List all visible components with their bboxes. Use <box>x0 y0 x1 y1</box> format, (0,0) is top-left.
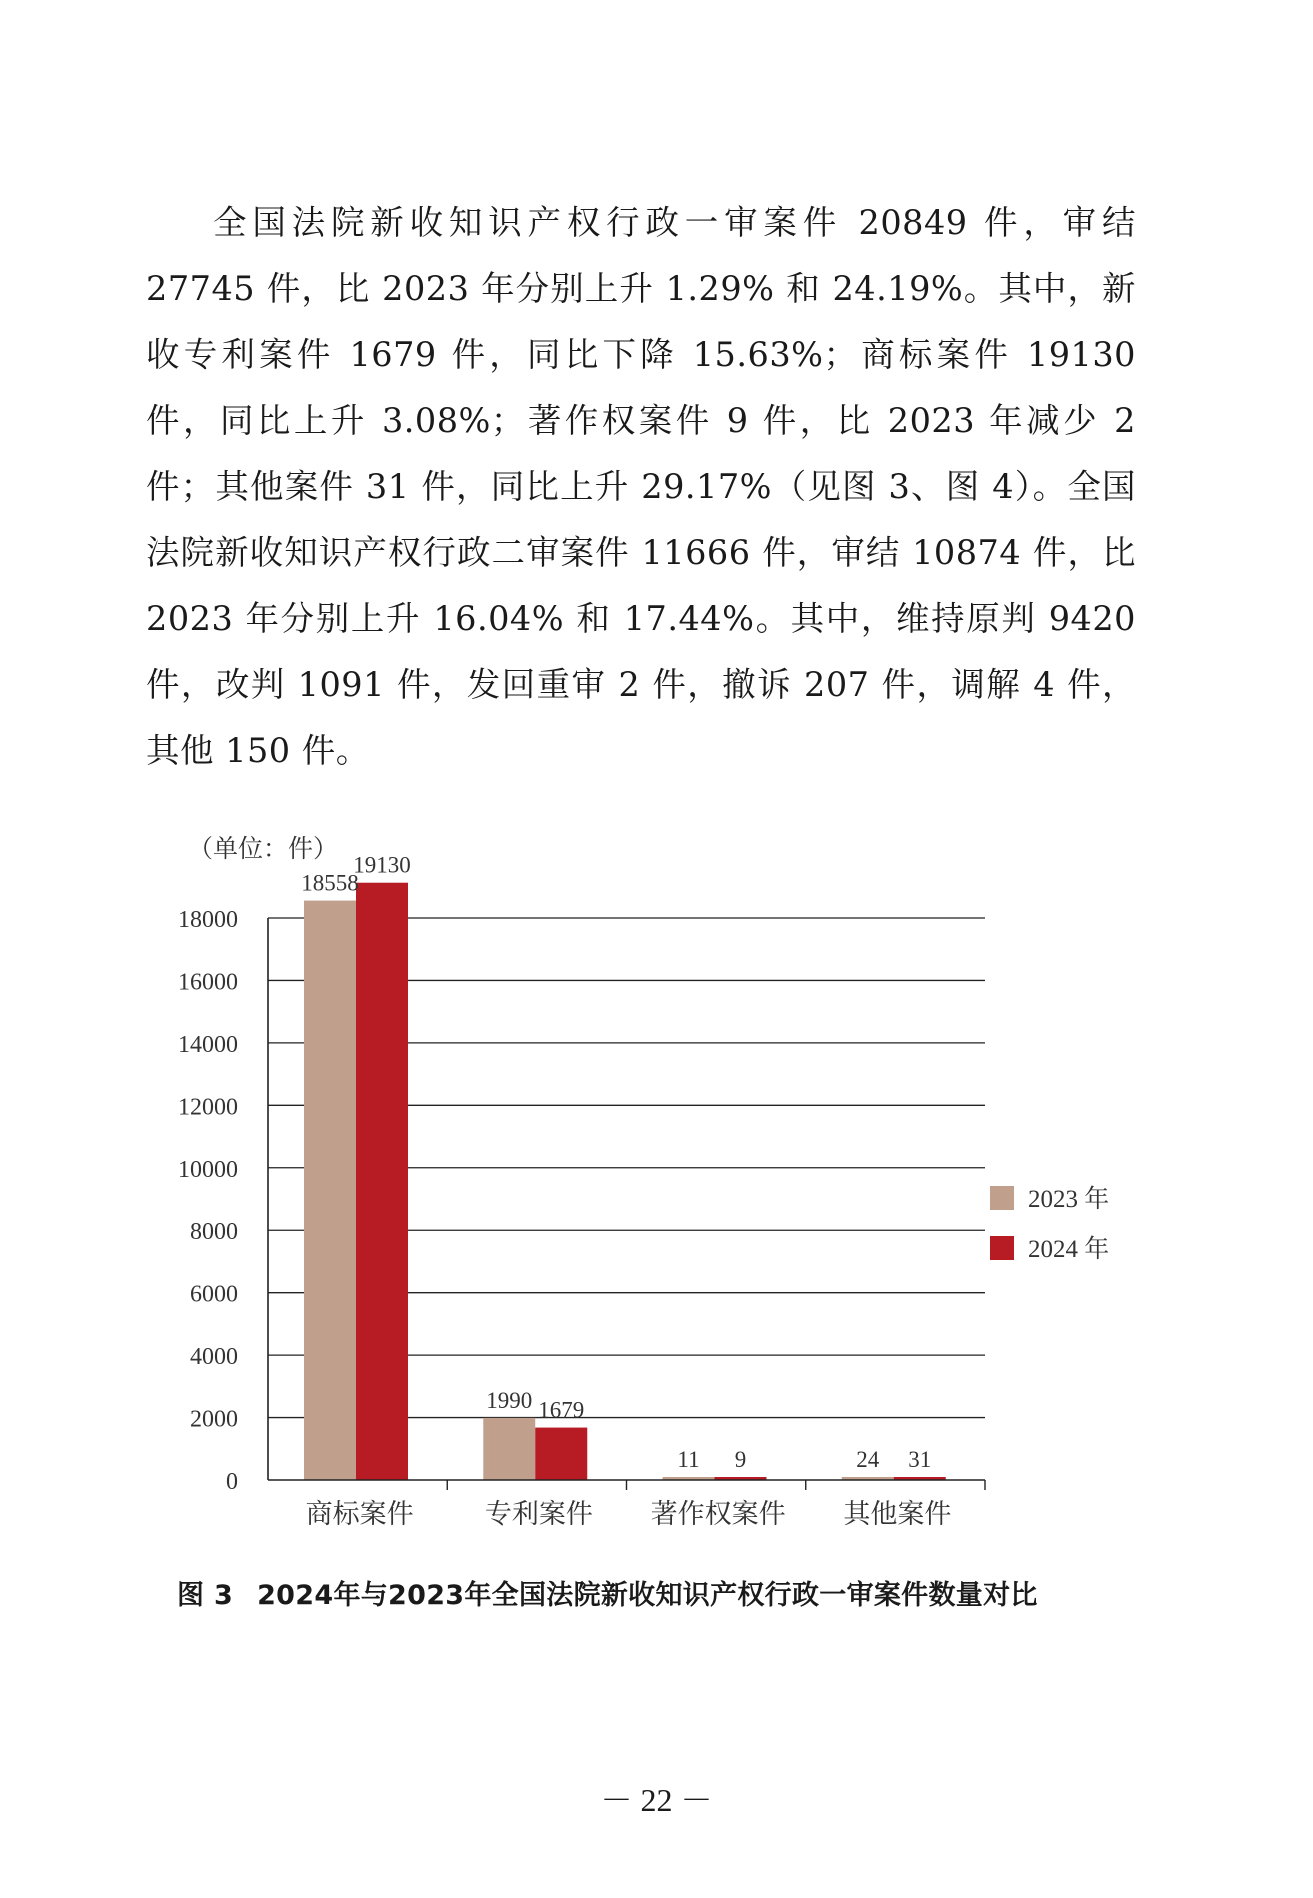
legend <box>990 1185 1109 1263</box>
bar-2024-1 <box>535 1428 587 1480</box>
y-tick-label-14000: 14000 <box>178 1031 238 1058</box>
category-label-1: 专利案件 <box>484 1499 593 1529</box>
data-label-2023-3: 24 <box>856 1447 880 1472</box>
y-axis-ticks <box>178 907 238 1495</box>
y-tick-label-12000: 12000 <box>178 1094 238 1121</box>
y-tick-label-16000: 16000 <box>178 969 238 996</box>
figure-caption <box>177 1573 1177 1612</box>
legend-label-2024: 2024 年 <box>1028 1236 1110 1263</box>
category-label-3: 其他案件 <box>843 1499 952 1529</box>
bars <box>304 883 946 1480</box>
y-tick-label-10000: 10000 <box>178 1156 238 1183</box>
x-axis-categories <box>306 1499 952 1529</box>
category-label-0: 商标案件 <box>305 1499 414 1529</box>
data-label-2023-2: 11 <box>677 1447 700 1472</box>
y-tick-label-2000: 2000 <box>190 1406 238 1433</box>
y-tick-label-8000: 8000 <box>190 1219 238 1246</box>
legend-label-2023: 2023 年 <box>1028 1186 1110 1213</box>
data-label-2023-1: 1990 <box>486 1387 533 1413</box>
legend-swatch-2024 <box>990 1236 1014 1260</box>
bar-2024-0 <box>356 883 408 1480</box>
data-label-2024-3: 31 <box>908 1447 932 1472</box>
legend-swatch-2023 <box>990 1186 1014 1210</box>
data-label-2024-2: 9 <box>734 1447 747 1472</box>
category-label-2: 著作权案件 <box>650 1499 786 1529</box>
figure-title: 2024年与2023年全国法院新收知识产权行政一审案件数量对比 <box>257 1580 1038 1611</box>
data-label-2023-0: 18558 <box>301 870 359 896</box>
y-tick-label-4000: 4000 <box>190 1344 238 1371</box>
unit-label: （单位：件） <box>188 836 339 863</box>
y-tick-label-0: 0 <box>226 1469 238 1495</box>
data-label-2024-0: 19130 <box>353 852 411 878</box>
body-paragraph: 全国法院新收知识产权行政一审案件 20849 件，审结 27745 件，比 2023 年分别上升 1.29% 和 24.19%。其中，新收专利案件 1679 件，同比下降 15.63%；商标案件 19130 件，同比上升 3.08%；著作权案件 9 件，比 2023 年减少 2 件；其他案件 31 件，同比上升 29.17%（见图 3、图 4）。全国法院新收知识产权行政二审案件 11666 件，审结 10874 件，比 2023 年分别上升 16.04% 和 17.44%。其中，维持原判 9420 件，改判 1091 件，发回重审 2 件，撤诉 207 件，调解 4 件，其他 150 件。 <box>146 203 1136 770</box>
bar-2023-0 <box>304 901 356 1480</box>
data-label-2024-1: 1679 <box>538 1397 585 1423</box>
bar-2023-1 <box>483 1418 535 1480</box>
y-tick-label-18000: 18000 <box>178 907 238 933</box>
figure-number: 图 3 <box>177 1580 234 1611</box>
y-tick-label-6000: 6000 <box>190 1281 238 1308</box>
page-number: － 22 － <box>600 1782 713 1818</box>
